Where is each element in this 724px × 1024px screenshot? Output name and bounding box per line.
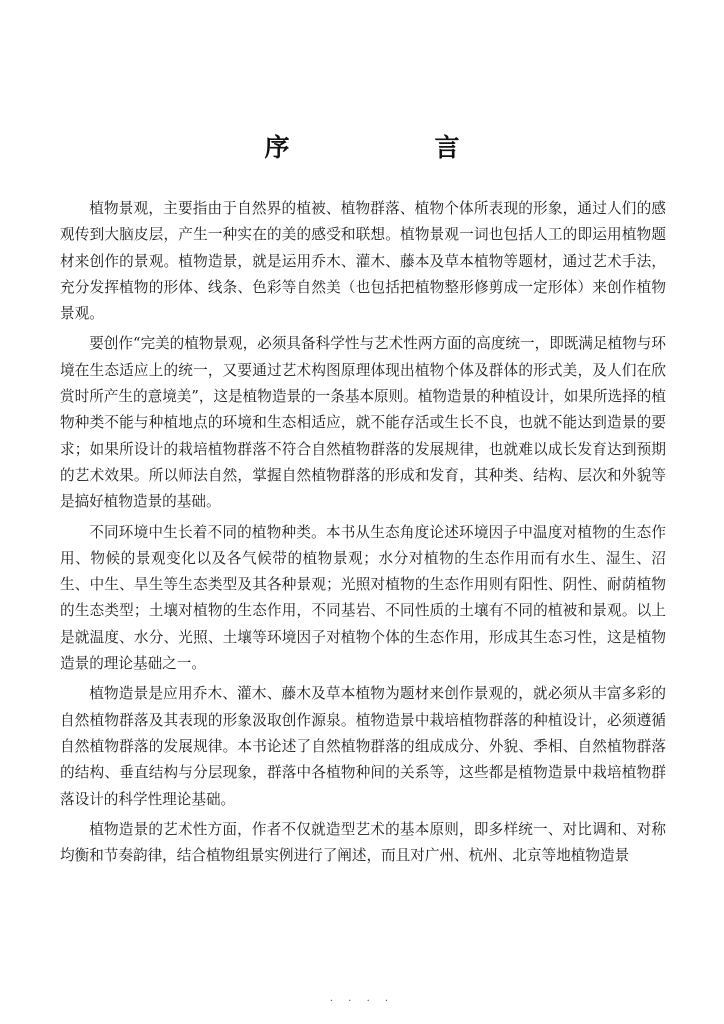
paragraph-5: 植物造景的艺术性方面，作者不仅就造型艺术的基本原则，即多样统一、对比调和、对称均衡和节奏韵律，结合植物组景实例进行了阐述，而且对广州、杭州、北京等地植物造景 [60, 820, 666, 865]
scan-artifact-dots: · · · · [329, 996, 395, 1007]
paragraph-1: 植物景观，主要指由于自然界的植被、植物群落、植物个体所表现的形象，通过人们的感观传到大脑皮层，产生一种实在的美的感受和联想。植物景观一词也包括人工的即运用植物题材来创作的景观。植物造景，就是运用乔木、灌木、藤本及草本植物等题材，通过艺术手法，充分发挥植物的形体、线条、色彩等自然美（也包括把植物整形修剪成一定形体）来创作植物景观。 [60, 200, 666, 323]
paragraph-4: 植物造景是应用乔木、灌木、藤木及草本植物为题材来创作景观的，就必须从丰富多彩的自然植物群落及其表现的形象汲取创作源泉。植物造景中栽培植物群落的种植设计，必须遵循自然植物群落的发展规律。本书论述了自然植物群落的组成成分、外貌、季相、自然植物群落的结构、垂直结构与分层现象，群落中各植物种间的关系等，这些都是植物造景中栽培植物群落设计的科学性理论基础。 [60, 685, 666, 808]
page-title: 序 言 [264, 133, 520, 162]
paragraph-2: 要创作“完美的植物景观，必须具备科学性与艺术性两方面的高度统一，即既满足植物与环境在生态适应上的统一，又要通过艺术构图原理体现出植物个体及群体的形式美，及人们在欣赏时所产生的意境美”，这是植物造景的一条基本原则。植物造景的种植设计，如果所选择的植物种类不能与种植地点的环境和生态相适应，就不能存活或生长不良，也就不能达到造景的要求；如果所设计的栽培植物群落不符合自然植物群落的发展规律，也就难以成长发育达到预期的艺术效果。所以师法自然，掌握自然植物群落的形成和发育，其种类、结构、层次和外貌等是搞好植物造景的基础。 [60, 335, 666, 511]
paragraph-3: 不同环境中生长着不同的植物种类。本书从生态角度论述环境因子中温度对植物的生态作用、物候的景观变化以及各气候带的植物景观；水分对植物的生态作用而有水生、湿生、沼生、中生、旱生等生态类型及其各种景观；光照对植物的生态作用则有阳性、阴性、耐荫植物的生态类型；土壤对植物的生态作用，不同基岩、不同性质的土壤有不同的植被和景观。以上是就温度、水分、光照、土壤等环境因子对植物个体的生态作用，形成其生态习性，这是植物造景的理论基础之一。 [60, 523, 666, 673]
body-text [60, 196, 666, 873]
